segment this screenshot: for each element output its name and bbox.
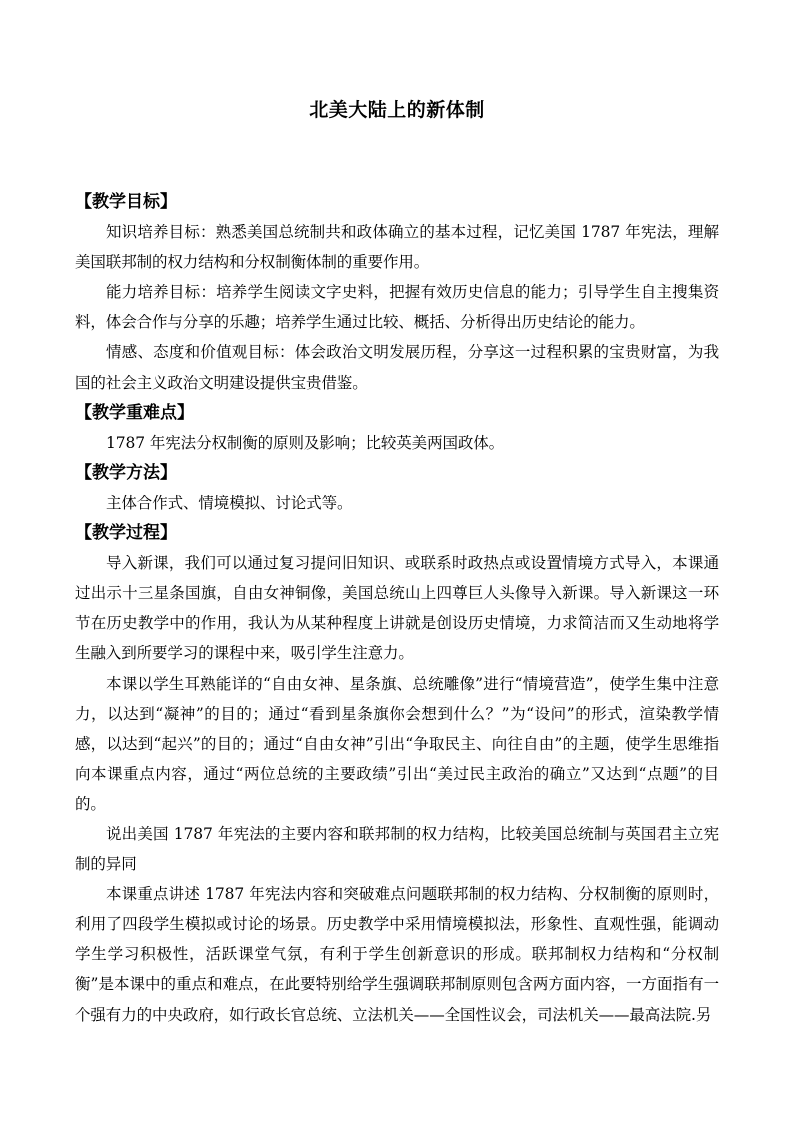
paragraph-key-points: 1787 年宪法分权制衡的原则及影响；比较英美两国政体。	[106, 433, 505, 452]
heading-teaching-goals: 【教学目标】	[75, 192, 177, 212]
document-body	[75, 187, 719, 1030]
paragraph-constitution-compare: 说出美国 1787 年宪法的主要内容和联邦制的权力结构，比较美国总统制与英国君主立宪制的异同	[75, 824, 719, 874]
paragraph-ability-goal: 能力培养目标：培养学生阅读文字史料，把握有效历史信息的能力；引导学生自主搜集资料，体会合作与分享的乐趣；培养学生通过比较、概括、分析得出历史结论的能力。	[75, 283, 719, 332]
paragraph-methods: 主体合作式、情境模拟、讨论式等。	[106, 493, 353, 512]
paragraph-situation: 本课以学生耳熟能详的“自由女神、星条旗、总统雕像”进行“情境营造”，使学生集中注意力，以达到“凝神”的目的；通过“看到星条旗你会想到什么？”为“设问”的形式，渲染教学情感，以达到“起兴”的目的；通过“自由女神”引出“争取民主、向往自由”的主题，使学生思维指向本课重点内容，通过“两位总统的主要政绩”引出“美过民主政治的确立”又达到“点题”的目的。	[75, 674, 719, 813]
paragraph-federalism: 本课重点讲述 1787 年宪法内容和突破难点问题联邦制的权力结构、分权制衡的原则时，利用了四段学生模拟或讨论的场景。历史教学中采用情境模拟法，形象性、直观性强，能调动学生学习积极性，活跃课堂气氛，有利于学生创新意识的形成。联邦制权力结构和“分权制衡”是本课中的重点和难点，在此要特别给学生强调联邦制原则包含两方面内容，一方面指有一个强有力的中央政府，如行政长官总统、立法机关——全国性议会，司法机关——最高法院.另	[75, 885, 719, 1024]
heading-key-difficult-points: 【教学重难点】	[75, 402, 194, 423]
paragraph-knowledge-goal: 知识培养目标：熟悉美国总统制共和政体确立的基本过程，记忆美国 1787 年宪法，理解美国联邦制的权力结构和分权制衡体制的重要作用。	[75, 223, 719, 272]
paragraph-introduction: 导入新课，我们可以通过复习提问旧知识、或联系时政热点或设置情境方式导入，本课通过出示十三星条国旗，自由女神铜像，美国总统山上四尊巨人头像导入新课。导入新课这一环节在历史教学中的作用，我认为从某种程度上讲就是创设历史情境，力求简洁而又生动地将学生融入到所要学习的课程中来，吸引学生注意力。	[75, 554, 719, 663]
paragraph-emotion-goal: 情感、态度和价值观目标：体会政治文明发展历程，分享这一过程积累的宝贵财富，为我国的社会主义政治文明建设提供宝贵借鉴。	[75, 343, 719, 392]
heading-teaching-process: 【教学过程】	[75, 523, 177, 544]
heading-teaching-methods: 【教学方法】	[75, 462, 177, 483]
document-title: 北美大陆上的新体制	[309, 99, 485, 121]
